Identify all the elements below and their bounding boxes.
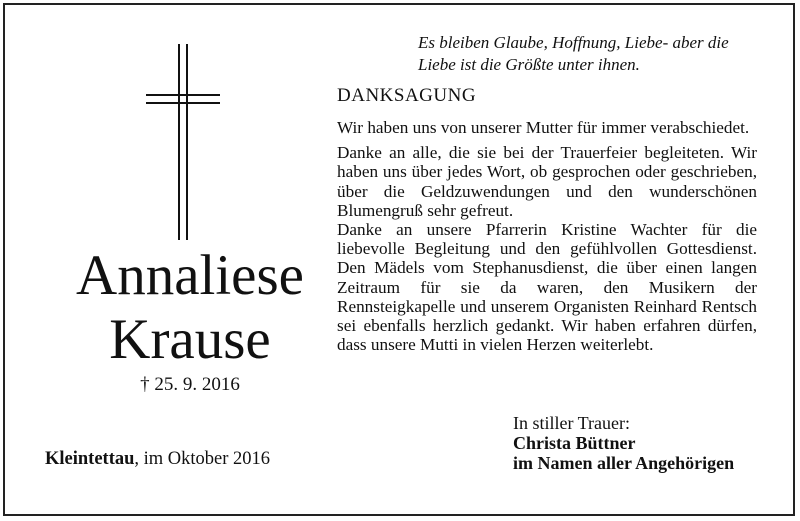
deceased-last-name: Krause [109,308,271,371]
thanks-text [337,118,757,354]
signoff [513,413,734,473]
cross-icon [146,44,220,240]
bible-quote [418,32,788,76]
signoff-intro: In stiller Trauer: [513,413,630,433]
place-town: Kleintettau [45,449,135,469]
paragraph-thanks-helpers: Danke an unsere Pfarrerin Kristine Wachter für die liebevolle Begleitung und den gefühlvollen Gottesdienst. Den Mädels vom Stephanusdienst, die über einen langen Zeitraum für sie da waren, den Musikern der Rennsteigkapelle und unserem Organisten Reinhard Rentsch sei ebenfalls herzlich gedankt. Wir haben erfahren dürfen, dass unsere Mutti in vielen Herzen weiterlebt. [337,220,757,355]
notice-heading: DANKSAGUNG [337,85,477,106]
signoff-name: Christa Büttner [513,433,636,453]
quote-line-2: Liebe ist die Größte unter ihnen. [418,55,640,74]
death-date: † 25. 9. 2016 [140,374,240,395]
paragraph-thanks-all: Danke an alle, die sie bei der Trauerfeier begleiteten. Wir haben uns über jedes Wort, ob gesprochen oder geschrieben, über die Geldzuwendungen und den wunderschönen Blumengruß sehr gefreut. [337,143,757,220]
signoff-family: im Namen aller Angehörigen [513,453,735,473]
place-date [45,449,270,470]
deceased-first-name: Annaliese [76,244,304,307]
quote-line-1: Es bleiben Glaube, Hoffnung, Liebe- aber die [418,33,729,52]
place-month: , im Oktober 2016 [134,449,271,469]
paragraph-farewell: Wir haben uns von unserer Mutter für immer verabschiedet. [337,118,750,137]
